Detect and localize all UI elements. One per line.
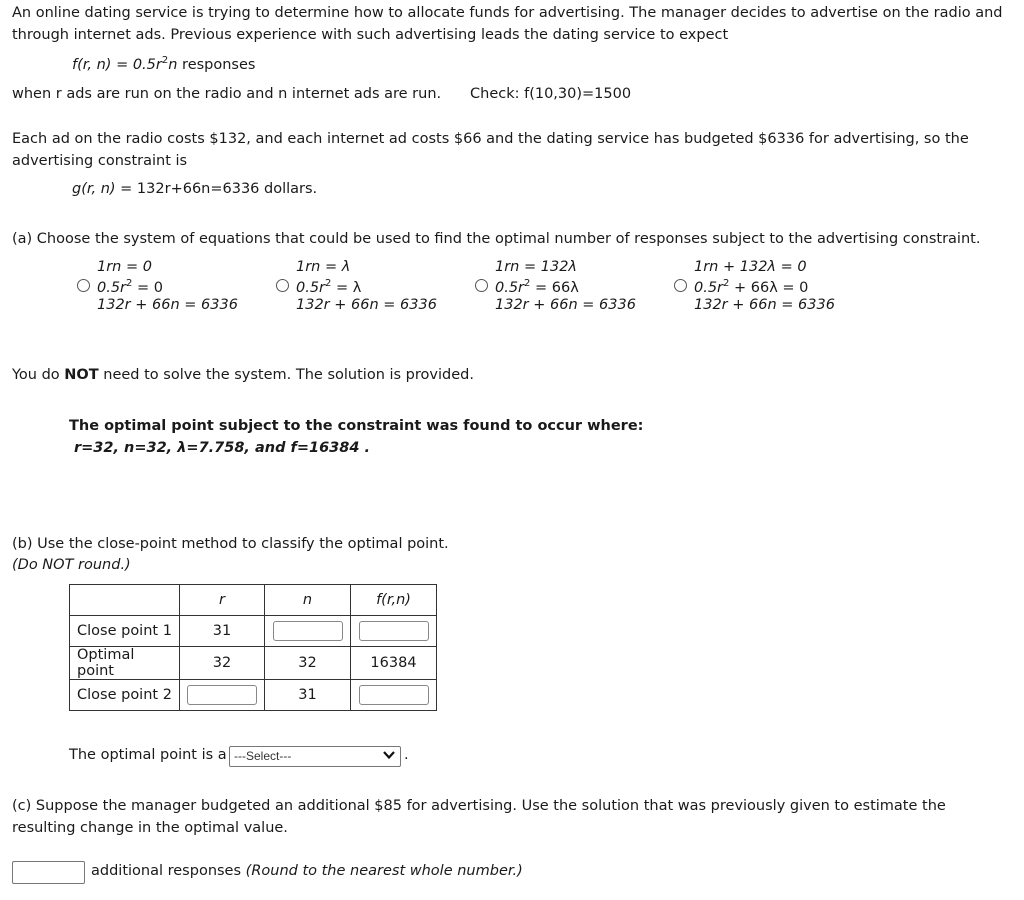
chevron-down-icon xyxy=(382,748,396,765)
close-2-r-input[interactable] xyxy=(187,685,257,705)
close-1-n-input[interactable] xyxy=(273,621,343,641)
part-a-prompt: (a) Choose the system of equations that could be used to find the optimal number of responses subject to the advertising constraint. xyxy=(12,231,981,247)
close-point-table xyxy=(69,584,437,711)
option-3-line-2: $0.5r^2 = 66\lambda$ xyxy=(495,278,579,296)
table-row xyxy=(70,616,437,647)
classify-text: The optimal point is a xyxy=(69,747,227,763)
optimal-heading: The optimal point subject to the constraint was found to occur where: xyxy=(69,418,644,434)
table-header-row xyxy=(70,585,437,616)
option-1-line-3: 132r + 66n = 6336 xyxy=(97,297,238,313)
option-2-line-1: 1rn = λ xyxy=(296,259,351,275)
constraint-function xyxy=(72,181,317,197)
option-3-line-1: 1rn = 132λ xyxy=(495,259,578,275)
close-1-f-input[interactable] xyxy=(359,621,429,641)
optimal-r: 32 xyxy=(180,647,265,680)
when-text: when r ads are run on the radio and n internet ads are run. xyxy=(12,86,442,102)
g-rhs: = 132r+66n=6336 dollars. xyxy=(115,181,318,197)
header-n: n xyxy=(265,585,351,616)
table-row xyxy=(70,680,437,711)
radio-option-3[interactable] xyxy=(475,279,488,292)
classify-period: . xyxy=(404,747,409,763)
option-4-line-3: 132r + 66n = 6336 xyxy=(694,297,835,313)
additional-responses-input[interactable] xyxy=(12,861,85,884)
header-f: f(r,n) xyxy=(351,585,437,616)
classification-select[interactable] xyxy=(229,746,401,767)
option-3-line-3: 132r + 66n = 6336 xyxy=(495,297,636,313)
constraint-paragraph: Each ad on the radio costs $132, and each internet ad costs $66 and the dating service has budgeted $6336 for advertising, so the advertising constraint is xyxy=(12,131,969,169)
close-2-f-input[interactable] xyxy=(359,685,429,705)
header-r: r xyxy=(180,585,265,616)
g-lhs: g(r, n) xyxy=(72,181,116,197)
option-1-line-1: 1rn = 0 xyxy=(97,259,152,275)
f-lhs: f(r, n) = 0.5r xyxy=(72,57,162,73)
check-text: Check: f(10,30)=1500 xyxy=(470,86,632,102)
objective-function xyxy=(72,57,255,73)
intro-paragraph: An online dating service is trying to determine how to allocate funds for advertising. The manager decides to advertise on the radio and through internet ads. Previous experience with such advertising leads the dating service to expect xyxy=(12,5,1003,43)
table-row xyxy=(70,647,437,680)
close-2-n: 31 xyxy=(265,680,351,711)
option-4-line-2: $0.5r^2 + 66\lambda = 0$ xyxy=(694,278,809,296)
part-c-prompt: (c) Suppose the manager budgeted an additional $85 for advertising. Use the solution that was previously given to estimate the resulting change in the optimal value. xyxy=(12,798,946,836)
no-solve-note: You do NOT need to solve the system. The solution is provided. xyxy=(12,367,474,383)
f-tail: responses xyxy=(177,57,256,73)
optimal-f: 16384 xyxy=(351,647,437,680)
answer-suffix: additional responses (Round to the nearest whole number.) xyxy=(91,863,523,879)
select-value: ---Select--- xyxy=(234,749,292,763)
row-label-optimal: Optimal point xyxy=(70,647,180,680)
optimal-values: r=32, n=32, λ=7.758, and f=16384 . xyxy=(74,440,370,456)
part-b-prompt: (b) Use the close-point method to classify the optimal point. xyxy=(12,536,449,552)
radio-option-2[interactable] xyxy=(276,279,289,292)
radio-option-1[interactable] xyxy=(77,279,90,292)
option-4-line-1: 1rn + 132λ = 0 xyxy=(694,259,807,275)
option-1-line-2: $0.5r^2 = 0$ xyxy=(97,278,163,296)
row-label-close-1: Close point 1 xyxy=(70,616,180,647)
option-2-line-2: $0.5r^2 = \lambda$ xyxy=(296,278,362,296)
header-blank xyxy=(70,585,180,616)
part-b-note: (Do NOT round.) xyxy=(12,557,131,573)
option-2-line-3: 132r + 66n = 6336 xyxy=(296,297,437,313)
radio-option-4[interactable] xyxy=(674,279,687,292)
f-exponent: 2 xyxy=(161,55,169,67)
f-n: n xyxy=(168,57,178,73)
close-1-r: 31 xyxy=(180,616,265,647)
row-label-close-2: Close point 2 xyxy=(70,680,180,711)
optimal-n: 32 xyxy=(265,647,351,680)
